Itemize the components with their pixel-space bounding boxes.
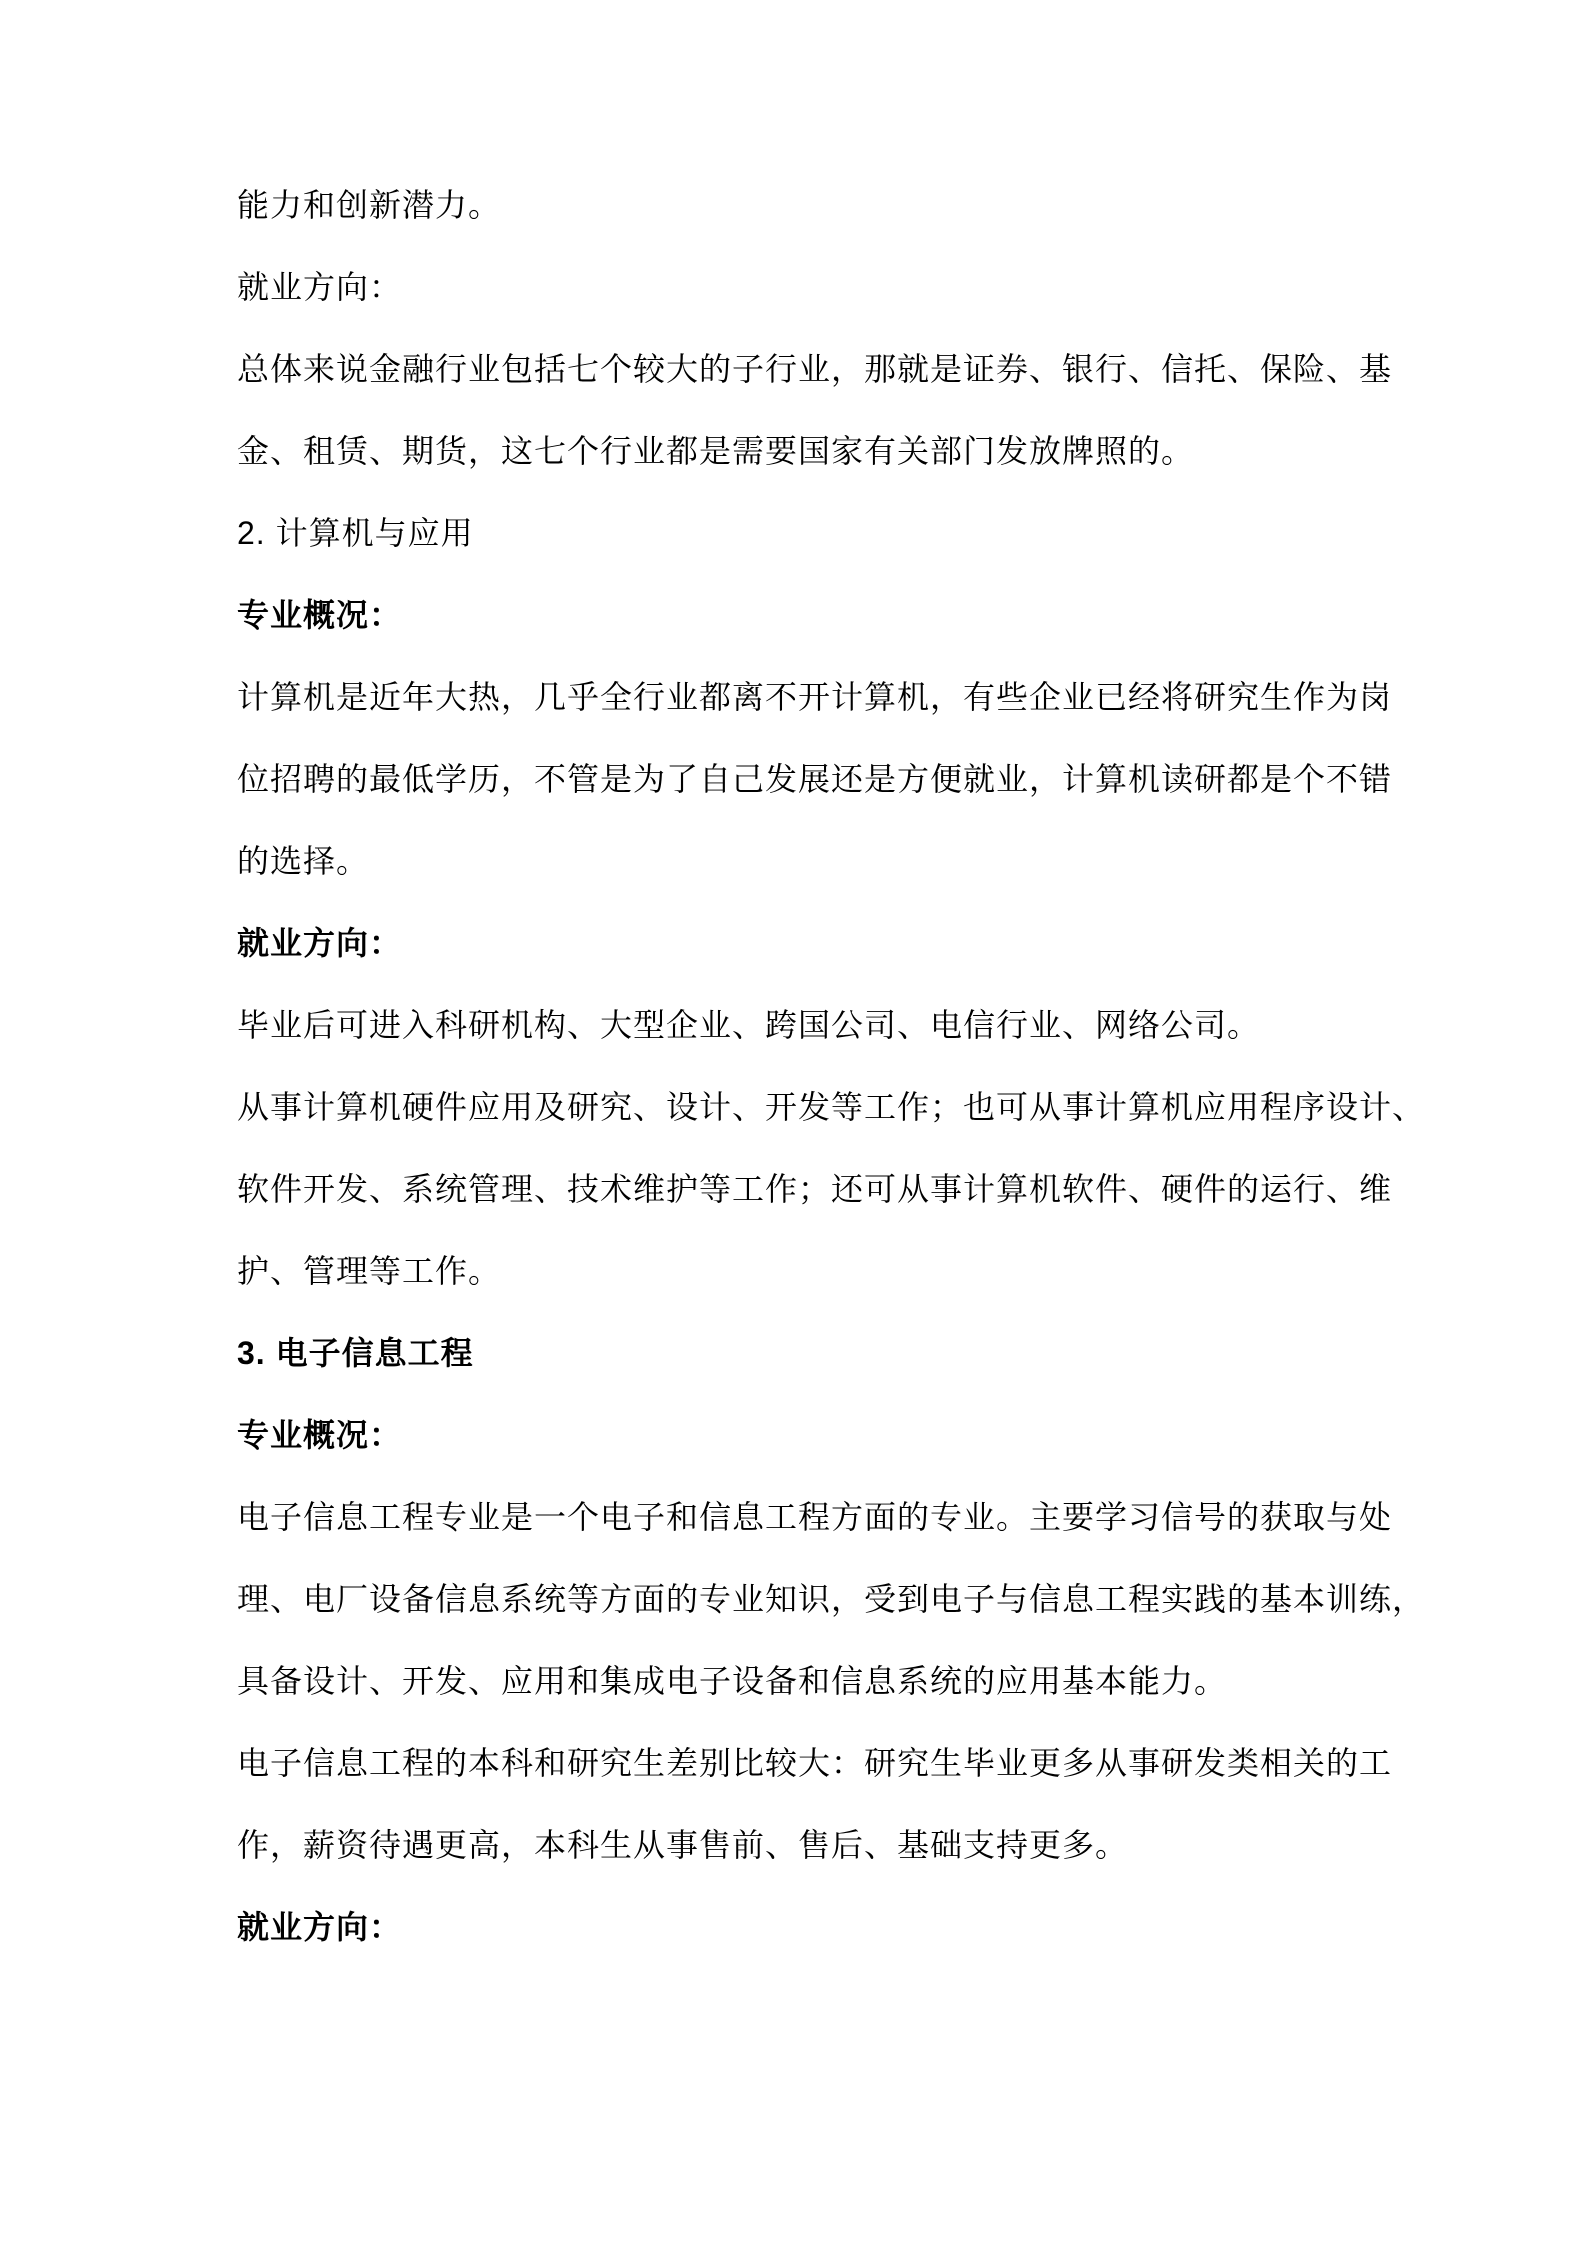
para-line-eie-overview-2: 理、电厂设备信息系统等方面的专业知识，受到电子与信息工程实践的基本训练， <box>237 1581 1426 1617</box>
para-line-eie-overview-1: 电子信息工程专业是一个电子和信息工程方面的专业。主要学习信号的获取与处 <box>237 1499 1393 1535</box>
label-career-direction-eie: 就业方向： <box>237 1909 403 1945</box>
para-line-cs-overview-3: 的选择。 <box>237 843 370 879</box>
para-line-cs-career-2: 从事计算机硬件应用及研究、设计、开发等工作；也可从事计算机应用程序设计、 <box>237 1089 1426 1125</box>
label-major-overview-eie: 专业概况： <box>237 1417 403 1453</box>
para-line-cs-career-4: 护、管理等工作。 <box>237 1253 502 1289</box>
label-career-direction-cs: 就业方向： <box>237 925 403 961</box>
label-career-direction-finance: 就业方向： <box>237 269 403 305</box>
document-content <box>237 164 1447 1968</box>
para-line-ability-innovation: 能力和创新潜力。 <box>237 187 502 223</box>
para-line-eie-degree-diff-1: 电子信息工程的本科和研究生差别比较大：研究生毕业更多从事研发类相关的工 <box>237 1745 1393 1781</box>
para-line-finance-industries-1: 总体来说金融行业包括七个较大的子行业，那就是证券、银行、信托、保险、基 <box>237 351 1393 387</box>
para-line-cs-overview-1: 计算机是近年大热，几乎全行业都离不开计算机，有些企业已经将研究生作为岗 <box>237 679 1393 715</box>
para-line-cs-career-3: 软件开发、系统管理、技术维护等工作；还可从事计算机软件、硬件的运行、维 <box>237 1171 1393 1207</box>
para-line-cs-career-1: 毕业后可进入科研机构、大型企业、跨国公司、电信行业、网络公司。 <box>237 1007 1261 1043</box>
para-line-finance-industries-2: 金、租赁、期货，这七个行业都是需要国家有关部门发放牌照的。 <box>237 433 1195 469</box>
heading-computer-applications: 2. 计算机与应用 <box>237 515 474 551</box>
para-line-eie-degree-diff-2: 作，薪资待遇更高，本科生从事售前、售后、基础支持更多。 <box>237 1827 1129 1863</box>
para-line-cs-overview-2: 位招聘的最低学历，不管是为了自己发展还是方便就业，计算机读研都是个不错 <box>237 761 1393 797</box>
para-line-eie-overview-3: 具备设计、开发、应用和集成电子设备和信息系统的应用基本能力。 <box>237 1663 1228 1699</box>
label-major-overview-cs: 专业概况： <box>237 597 403 633</box>
heading-electronic-information-engineering: 3. 电子信息工程 <box>237 1335 474 1371</box>
